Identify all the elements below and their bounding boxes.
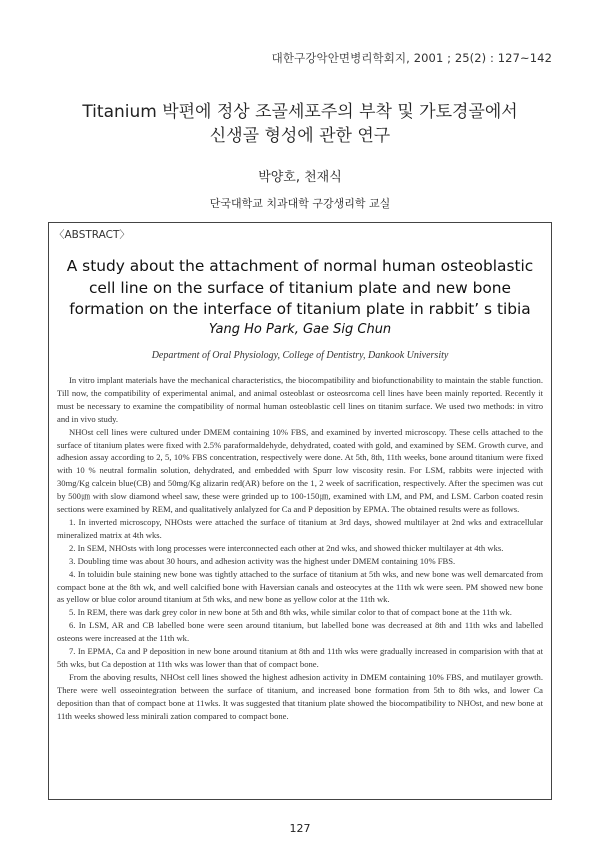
korean-title [0,100,600,148]
english-authors: Yang Ho Park, Gae Sig Chun [208,322,392,337]
abstract-paragraph: NHOst cell lines were cultured under DMEM containing 10% FBS, and examined by inverted microscopy. These cells attached to the surface of titanium plates were fixed with 2.5% paraformaldehyde, dehydrated, coated with gold, and examined by SEM. Growth curve, and adhesion assay according to 2, 5, 10% FBS concentration, respectively were done. At 5th, 8th, 11th weeks, bone around titanium were fixed with 10 % neutral formalin solution, dehydrated, and embedded with Spurr low viscosity resin. For LSM, rabbits were injected with 30mg/Kg calcein blue(CB) and 50mg/Kg alizarin red(AR) before on the 1, 2 week of sacrification, respectively. After the specimen was cut by 500㎛ with slow diamond wheel saw, these were grinded up to 100-150㎛, examined with LM, and PM, and LSM. Carbon coated resin sections were examined by REM, and qualitatively anlalyzed for Ca and P deposition by EPMA. The obtained results were as follows. [57,426,543,515]
korean-title-line: 신생골 형성에 관한 연구 [209,126,391,146]
abstract-paragraph: 1. In inverted microscopy, NHOsts were attached the surface of titanium at 3rd days, showed multilayer at 2nd wks and extracellular mineralized matrix at 4th wks. [57,516,543,540]
english-title [48,256,552,321]
abstract-paragraph: 5. In REM, there was dark grey color in new bone at 5th and 8th wks, while similar color to that of compact bone at the 11th wk. [69,607,512,618]
journal-reference: 대한구강악안면병리학회지, 2001 ; 25(2) : 127~142 [271,51,552,65]
abstract-body [57,374,543,722]
korean-authors: 박양호, 천재식 [258,170,342,185]
english-title-line: cell line on the surface of titanium plate and new bone [88,278,512,297]
abstract-label: 〈ABSTRACT〉 [54,229,130,241]
abstract-paragraph: In vitro implant materials have the mechanical characteristics, the biocompatibility and biofunctionability to maintain the stable function. Till now, the compatibility of experimental animal, and animal osteoblast or osteosrcoma cell lines have been mainly reported. Recently it must be necessary to examine the compatibility of normal human osteoblastic cell lines on titanim surface. We used two methods: in vitro and in vivo study. [57,375,543,424]
english-title-line: A study about the attachment of normal human osteoblastic [66,257,534,275]
korean-affiliation: 단국대학교 치과대학 구강생리학 교실 [209,197,391,210]
abstract-paragraph: 2. In SEM, NHOsts with long processes were interconnected each other at 2nd wks, and showed thicker multilayer at 4th wks. [69,542,504,553]
korean-title-line: Titanium 박편에 정상 조골세포주의 부착 및 가토경골에서 [82,102,518,122]
english-affiliation: Department of Oral Physiology, College of Dentistry, Dankook University [151,350,449,361]
abstract-paragraph: 7. In EPMA, Ca and P deposition in new bone around titanium at 8th and 11th wks were gradually increased in comparision with that at 5th wks, but Ca depostion at 11th wks was lower than that of compact bone. [57,646,543,669]
english-title-line: formation on the interface of titanium plate in rabbit’ s tibia [69,300,531,318]
abstract-paragraph: 6. In LSM, AR and CB labelled bone were seen around titanium, but labelled bone was decreased at 8th and 11th wks and labelled osteons were increased at the 11th wk. [57,620,543,644]
page-number: 127 [289,822,311,835]
abstract-paragraph: 3. Doubling time was about 30 hours, and adhesion activity was the highest under DMEM containing 10% FBS. [69,555,456,566]
abstract-paragraph: From the aboving results, NHOst cell lines showed the highest adhesion activity in DMEM containing 10% FBS, and mutilayer growth. There were well osseointegration between the surface of titanium, and increased bone formation from 5th to 8th wks, and lower Ca deposition than that of compact bone at 11wks. It was suggested that titanium plate showed the biocompatibility to NHOst, and new bone at 11th weeks showed less minirali zation compared to compact bone. [57,671,543,721]
abstract-paragraph: 4. In toluidin bule staining new bone was tightly attached to the surface of titanium at 5th wks, and new bone was well demarcated from compact bone at the 8th wk, and well calcified bone with Haversian canals and osteocytes at the 11th wk were seen. PM showed new bone as yellow or blue color around titanium at 5th wks, and new bone as yellow color at the 11th wk. [57,568,543,605]
